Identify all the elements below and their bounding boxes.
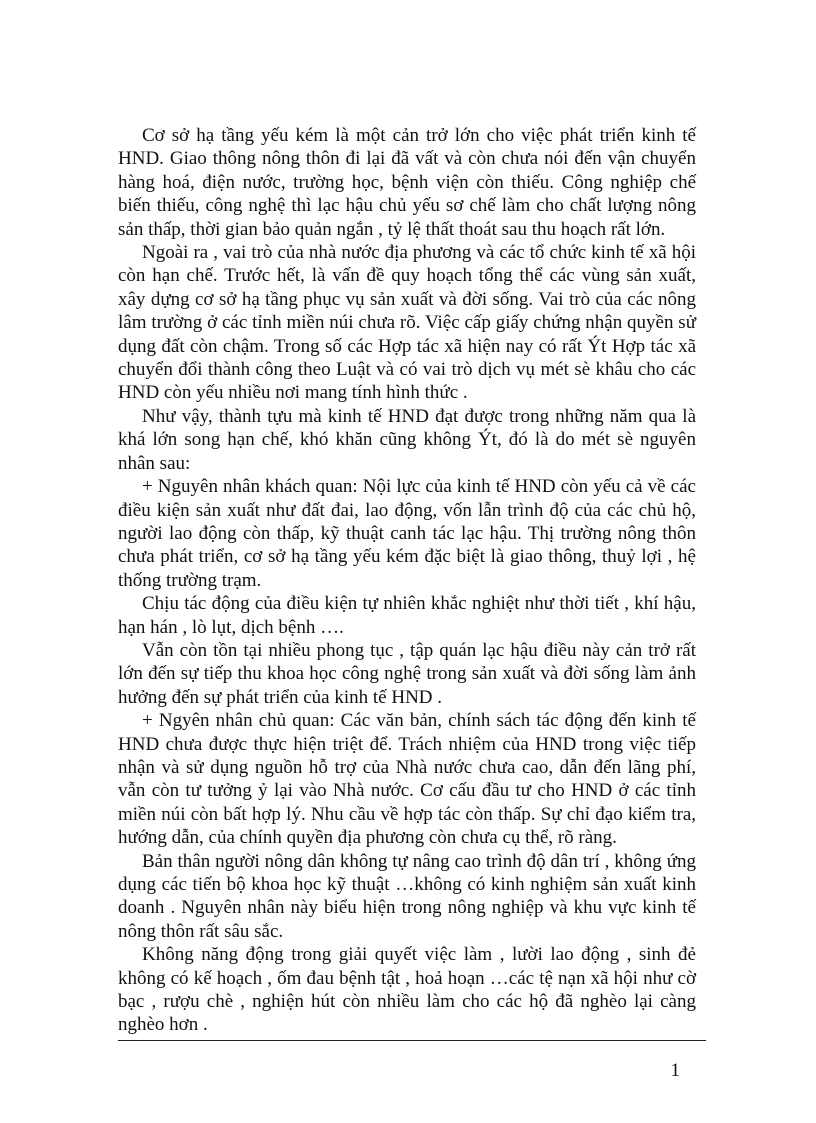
paragraph-objective-causes: + Nguyên nhân khách quan: Nội lực của kinh tế HND còn yếu cả về các điều kiện sản xuất như đất đai, lao động, vốn lẫn trình độ của các chủ hộ, người lao động còn thấp, kỹ thuật canh tác lạc hậu. Thị trường nông thôn chưa phát triển, cơ sở hạ tầng yếu kém đặc biệt là giao thông, thuỷ lợi , hệ thống trường trạm. <box>118 476 696 591</box>
paragraph-infrastructure: Cơ sở hạ tầng yếu kém là một cản trở lớn cho việc phát triển kinh tế HND. Giao thông nông thôn đi lại đã vất và còn chưa nói đến vận chuyển hàng hoá, điện nước, trường học, bệnh viện còn thiếu. Công nghiệp chế biến thiếu, công nghệ thì lạc hậu chủ yếu sơ chế làm cho chất lượng nông sản thấp, thời gian bảo quản ngắn , tỷ lệ thất thoát sau thu hoạch rất lớn. <box>118 125 696 240</box>
footer-divider <box>118 1040 706 1041</box>
page-number: 1 <box>670 1060 680 1081</box>
paragraph-state-role: Ngoài ra , vai trò của nhà nước địa phương và các tổ chức kinh tế xã hội còn hạn chế. Trước hết, là vấn đề quy hoạch tổng thể các vùng sản xuất, xây dựng cơ sở hạ tầng phục vụ sản xuất và đời sống. Vai trò của các nông lâm trường ở các tỉnh miền núi chưa rõ. Việc cấp giấy chứng nhận quyền sử dụng đất còn chậm. Trong số các Hợp tác xã hiện nay có rất Ýt Hợp tác xã chuyển đổi thành công theo Luật và có vai trò dịch vụ mét sè khâu cho các HND còn yếu nhiều nơi mang tính hình thức . <box>118 242 696 404</box>
document-body <box>118 124 696 1037</box>
paragraph-social-issues: Không năng động trong giải quyết việc làm , lười lao động , sinh đẻ không có kế hoạch , ốm đau bệnh tật , hoả hoạn …các tệ nạn xã hội như cờ bạc , rượu chè , nghiện hút còn nhiều làm cho các hộ đã nghèo lại càng nghèo hơn . <box>118 944 696 1036</box>
paragraph-subjective-causes: + Ngyên nhân chủ quan: Các văn bản, chính sách tác động đến kinh tế HND chưa được thực hiện triệt để. Trách nhiệm của HND trong việc tiếp nhận và sử dụng nguồn hỗ trợ của Nhà nước chưa cao, dẫn đến lãng phí, vẫn còn tư tưởng ỷ lại vào Nhà nước. Cơ cấu đầu tư cho HND ở các tỉnh miền núi còn bất hợp lý. Nhu cầu về hợp tác còn thấp. Sự chỉ đạo kiểm tra, hướng dẫn, của chính quyền địa phương còn chưa cụ thể, rõ ràng. <box>118 710 696 849</box>
paragraph-summary: Như vậy, thành tựu mà kinh tế HND đạt được trong những năm qua là khá lớn song hạn chế, khó khăn cũng không Ýt, đó là do mét sè nguyên nhân sau: <box>118 405 696 474</box>
paragraph-natural-conditions: Chịu tác động của điều kiện tự nhiên khắc nghiệt như thời tiết , khí hậu, hạn hán , lò lụt, dịch bệnh …. <box>118 593 696 638</box>
paragraph-customs: Vẫn còn tồn tại nhiều phong tục , tập quán lạc hậu điều này cản trở rất lớn đến sự tiếp thu khoa học công nghệ trong sản xuất và đời sống làm ảnh hưởng đến sự phát triển của kinh tế HND . <box>118 639 696 708</box>
paragraph-farmers-self: Bản thân người nông dân không tự nâng cao trình độ dân trí , không ứng dụng các tiến bộ khoa học kỹ thuật …không có kinh nghiệm sản xuất kinh doanh . Nguyên nhân này biểu hiện trong nông nghiệp và khu vực kinh tế nông thôn rất sâu sắc. <box>118 850 696 942</box>
